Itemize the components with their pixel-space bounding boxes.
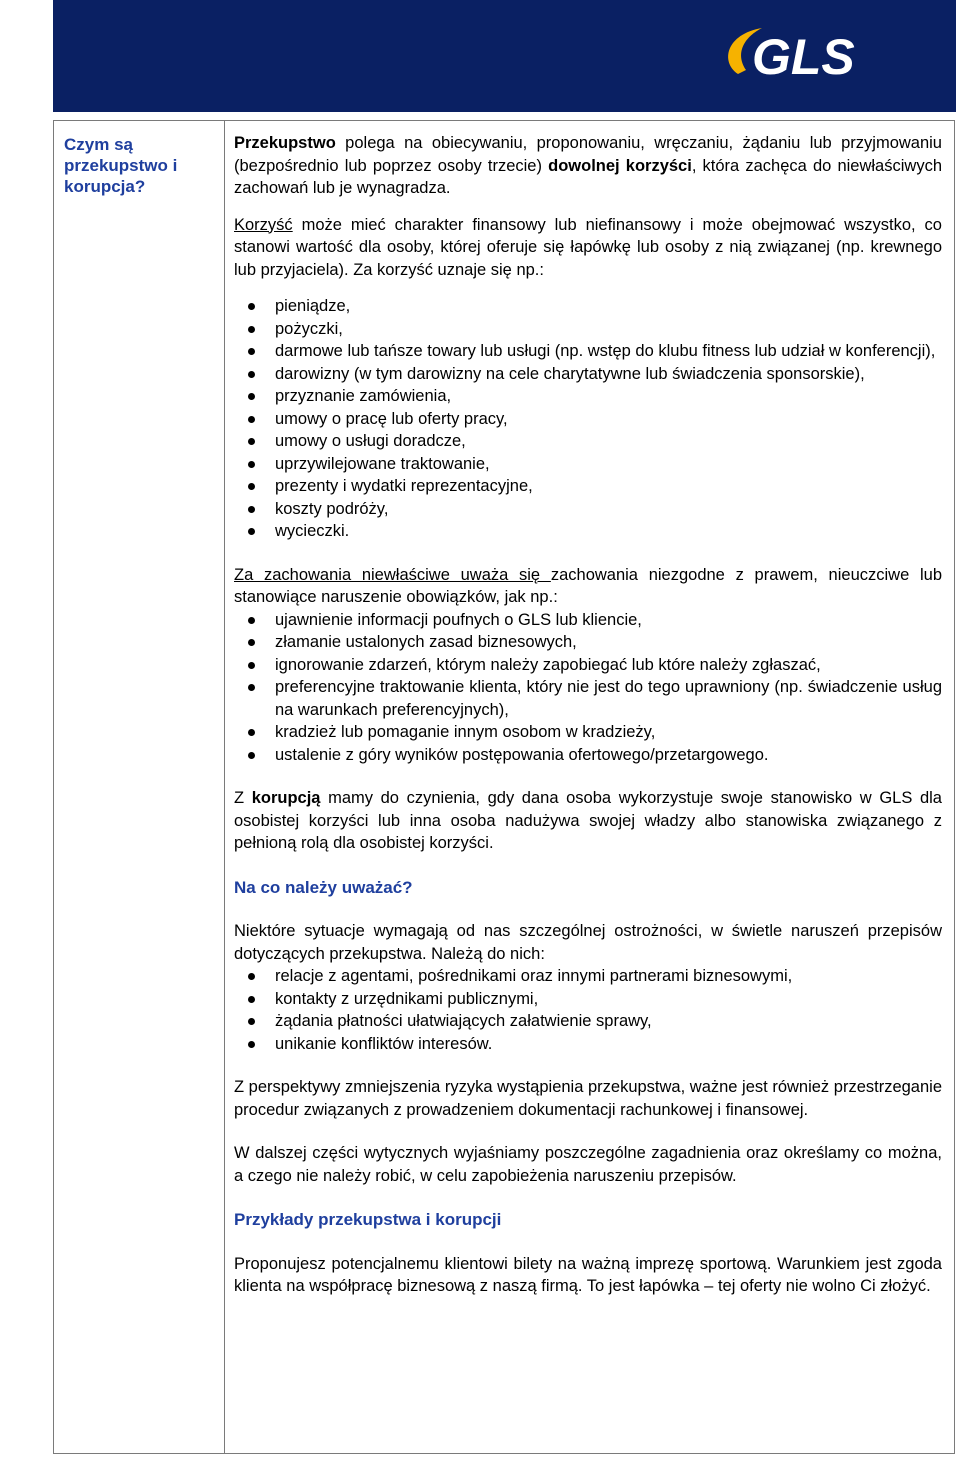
- list-item: uprzywilejowane traktowanie,: [234, 453, 942, 476]
- guidelines-paragraph: W dalszej części wytycznych wyjaśniamy poszczególne zagadnienia oraz określamy co można, a czego nie należy robić, w celu zapobieżenia naruszeniu przepisów.: [234, 1144, 942, 1185]
- list-item: ustalenie z góry wyników postępowania ofertowego/przetargowego.: [234, 744, 942, 767]
- improper-conduct-list: [234, 609, 942, 767]
- bribery-definition: Przekupstwo polega na obiecywaniu, proponowaniu, wręczaniu, żądaniu lub przyjmowaniu (bezpośrednio lub poprzez osoby trzecie) dowolnej korzyści, która zachęca do niewłaściwych zachowań lub je wynagradza.: [234, 134, 942, 197]
- list-item: darmowe lub tańsze towary lub usługi (np. wstęp do klubu fitness lub udział w konferencji),: [234, 340, 942, 363]
- list-item: darowizny (w tym darowizny na cele charytatywne lub świadczenia sponsorskie),: [234, 363, 942, 386]
- situations-list: [234, 965, 942, 1055]
- gls-logo: [716, 24, 916, 84]
- list-item: pieniądze,: [234, 295, 942, 318]
- accounting-paragraph: Z perspektywy zmniejszenia ryzyka wystąpienia przekupstwa, ważne jest również przestrzeganie procedur związanych z prowadzeniem dokumentacji rachunkowej i finansowej.: [234, 1078, 942, 1119]
- header-banner: [53, 0, 956, 112]
- sidebar-title: Czym są przekupstwo i korupcja?: [64, 135, 178, 196]
- list-item: unikanie konfliktów interesów.: [234, 1033, 942, 1056]
- list-item: ujawnienie informacji poufnych o GLS lub kliencie,: [234, 609, 942, 632]
- list-item: prezenty i wydatki reprezentacyjne,: [234, 475, 942, 498]
- corruption-definition: Z korupcją mamy do czynienia, gdy dana osoba wykorzystuje swoje stanowisko w GLS dla osobistej korzyści lub inna osoba nadużywa swojej władzy albo stanowiska związanego z pełnioną rolą dla osobistej korzyści.: [234, 789, 942, 852]
- benefits-list: [234, 295, 942, 543]
- list-item: kontakty z urzędnikami publicznymi,: [234, 988, 942, 1011]
- list-item: kradzież lub pomaganie innym osobom w kradzieży,: [234, 721, 942, 744]
- logo-text: GLS: [752, 29, 855, 84]
- list-item: złamanie ustalonych zasad biznesowych,: [234, 631, 942, 654]
- column-divider: [224, 120, 225, 1454]
- improper-conduct-definition: Za zachowania niewłaściwe uważa się zachowania niezgodne z prawem, nieuczciwe lub stanowiące naruszenie obowiązków, jak np.:: [234, 565, 942, 606]
- list-item: wycieczki.: [234, 520, 942, 543]
- list-item: preferencyjne traktowanie klienta, który nie jest do tego uprawniony (np. świadczenie usług na warunkach preferencyjnych),: [234, 676, 942, 721]
- list-item: żądania płatności ułatwiających załatwienie sprawy,: [234, 1010, 942, 1033]
- caution-intro: Niektóre sytuacje wymagają od nas szczególnej ostrożności, w świetle naruszeń przepisów dotyczących przekupstwa. Należą do nich:: [234, 922, 942, 963]
- list-item: relacje z agentami, pośrednikami oraz innymi partnerami biznesowymi,: [234, 965, 942, 988]
- list-item: umowy o pracę lub oferty pracy,: [234, 408, 942, 431]
- example-paragraph: Proponujesz potencjalnemu klientowi bilety na ważną imprezę sportową. Warunkiem jest zgoda klienta na współpracę biznesową z naszą firmą. To jest łapówka – tej oferty nie wolno Ci złożyć.: [234, 1254, 942, 1295]
- list-item: ignorowanie zdarzeń, którym należy zapobiegać lub które należy zgłaszać,: [234, 654, 942, 677]
- section-heading-examples: Przykłady przekupstwa i korupcji: [234, 1210, 502, 1229]
- list-item: pożyczki,: [234, 318, 942, 341]
- list-item: koszty podróży,: [234, 498, 942, 521]
- list-item: umowy o usługi doradcze,: [234, 430, 942, 453]
- benefit-definition: Korzyść może mieć charakter finansowy lub niefinansowy i może obejmować wszystko, co stanowi wartość dla osoby, której oferuje się łapówkę lub osoby z nią związanej (np. krewnego lub przyjaciela). Za korzyść uznaje się np.:: [234, 215, 942, 279]
- section-heading-caution: Na co należy uważać?: [234, 877, 413, 897]
- list-item: przyznanie zamówienia,: [234, 385, 942, 408]
- main-content: [234, 132, 942, 1298]
